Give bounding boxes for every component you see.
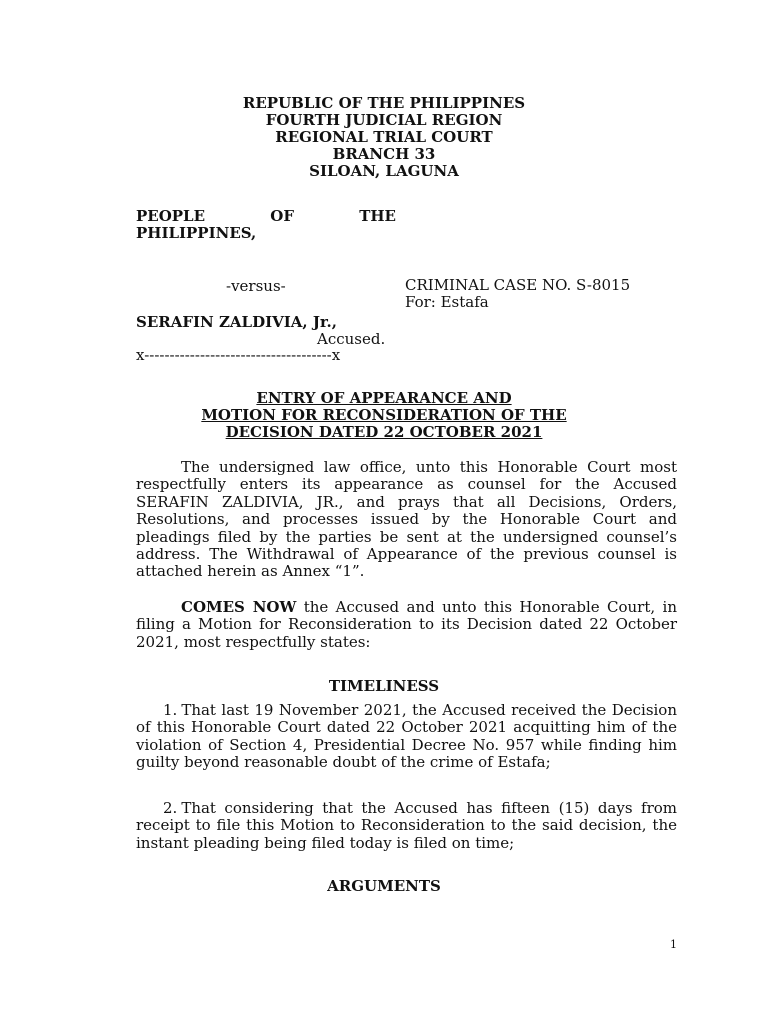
accused-name: SERAFIN ZALDIVIA, Jr.,	[136, 313, 337, 331]
versus-label: -versus-	[226, 277, 286, 295]
heading-arguments: ARGUMENTS	[327, 877, 441, 895]
header-region: FOURTH JUDICIAL REGION	[265, 111, 503, 129]
item-number: 1.	[163, 701, 178, 719]
court-header	[0, 95, 768, 180]
plaintiff-word-3: THE	[359, 207, 396, 225]
header-republic: REPUBLIC OF THE PHILIPPINES	[242, 94, 526, 112]
plaintiff-word-2: OF	[270, 207, 294, 225]
accused-label: Accused.	[317, 330, 386, 348]
item-text: That last 19 November 2021, the Accused received the Decision of this Honorable Court dated 22 October 2021 acquitting him of the violation of Section 4, Presidential Decree No. 957 while finding him guilty beyond reasonable doubt of the crime of Estafa;	[136, 701, 677, 772]
item-number: 2.	[163, 799, 178, 817]
comes-now-lead: COMES NOW	[181, 598, 297, 616]
plaintiff-word-1: PEOPLE	[136, 207, 206, 225]
title-line-1: ENTRY OF APPEARANCE AND	[256, 389, 512, 407]
item-text: That considering that the Accused has fifteen (15) days from receipt to file this Motion to Reconsideration to the said decision, the instant pleading being filed today is filed on time;	[136, 799, 677, 852]
comes-now-text: the Accused and unto this Honorable Court, in filing a Motion for Reconsideration to its Decision dated 22 October 2021, most respectfully states:	[136, 598, 677, 651]
plaintiff-line-2: PHILIPPINES,	[136, 224, 257, 242]
title-line-2: MOTION FOR RECONSIDERATION OF THE	[201, 406, 567, 424]
caption-separator: x-------------------------------------x	[136, 346, 341, 364]
timeliness-item-2	[136, 800, 677, 852]
comes-now-paragraph	[136, 599, 677, 651]
header-court: REGIONAL TRIAL COURT	[275, 128, 493, 146]
header-branch: BRANCH 33	[332, 145, 436, 163]
document-title	[0, 390, 768, 441]
plaintiff-caption	[136, 208, 396, 242]
title-line-3: DECISION DATED 22 OCTOBER 2021	[225, 423, 543, 441]
header-location: SILOAN, LAGUNA	[309, 162, 459, 180]
page-number: 1	[670, 938, 677, 951]
case-offense: For: Estafa	[405, 293, 489, 311]
appearance-paragraph: The undersigned law office, unto this Honorable Court most respectfully enters its appearance as counsel for the Accused SERAFIN ZALDIVIA, JR., and prays that all Decisions, Orders, Resolutions, and processes issued by the Honorable Court and pleadings filed by the parties be sent at the undersigned counsel’s address. The Withdrawal of Appearance of the previous counsel is attached herein as Annex “1”.	[136, 458, 677, 581]
timeliness-item-1	[136, 702, 677, 772]
heading-timeliness: TIMELINESS	[328, 677, 440, 695]
case-info	[405, 277, 630, 311]
case-number: CRIMINAL CASE NO. S-8015	[405, 276, 631, 294]
